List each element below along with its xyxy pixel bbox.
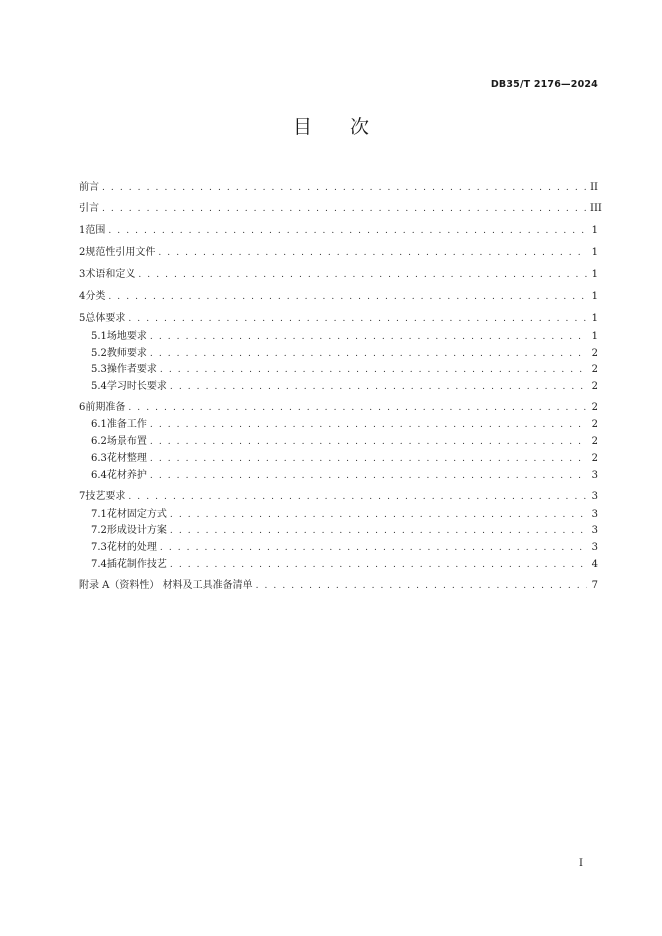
toc-dot-leader (128, 489, 587, 505)
toc-entry-number: 5.3 (91, 364, 107, 375)
toc-dot-leader (170, 523, 587, 539)
toc-entry-label: 术语和定义 (85, 269, 136, 280)
toc-dot-leader (160, 540, 587, 556)
toc-entry[interactable] (79, 311, 598, 327)
toc-dot-leader (170, 507, 587, 523)
toc-entry-page: 2 (591, 436, 598, 447)
toc-entry-label: 插花制作技艺 (106, 559, 167, 570)
toc-entry-page: 2 (591, 364, 598, 375)
toc-entry-number: 6.2 (91, 436, 107, 447)
toc-entry-number: 5.2 (91, 348, 107, 359)
toc-entry-label: 前期准备 (85, 402, 126, 413)
toc-entry[interactable] (79, 578, 598, 594)
toc-entry-label: 学习时长要求 (106, 381, 167, 392)
toc-entry-label: 分类 (85, 291, 106, 302)
toc-entry[interactable] (91, 523, 598, 539)
toc-entry-page: III (590, 203, 602, 214)
toc-entry-number: 7.3 (91, 542, 107, 553)
toc-entry-page: 2 (591, 419, 598, 430)
toc-entry-label: 准备工作 (106, 419, 147, 430)
toc-entry-label: 形成设计方案 (106, 525, 167, 536)
toc-dot-leader (150, 468, 587, 484)
toc-entry[interactable] (91, 451, 598, 467)
toc-entry-page: 1 (591, 313, 598, 324)
toc-entry-page: 3 (591, 470, 598, 481)
toc-entry-number: 5 (79, 313, 86, 324)
toc-entry-label: 操作者要求 (106, 364, 157, 375)
toc-entry[interactable] (79, 223, 598, 239)
toc-dot-leader (150, 329, 587, 345)
toc-entry-label: 花材的处理 (106, 542, 157, 553)
toc-entry-number: 6 (79, 402, 86, 413)
toc-dot-leader (138, 267, 587, 283)
toc-entry[interactable] (79, 180, 598, 196)
toc-entry[interactable] (79, 489, 598, 505)
footer-page-number: I (579, 858, 583, 869)
toc-dot-leader (160, 362, 587, 378)
toc-entry-page: 1 (591, 269, 598, 280)
toc-entry[interactable] (79, 267, 598, 283)
toc-dot-leader (170, 379, 587, 395)
toc-entry-label: 场景布置 (106, 436, 147, 447)
toc-entry-label: 总体要求 (85, 313, 126, 324)
document-code: DB35/T 2176—2024 (490, 79, 598, 90)
toc-entry-label: 花材整理 (106, 453, 147, 464)
toc-entry-number: 5.1 (91, 331, 107, 342)
toc-entry[interactable] (79, 289, 598, 305)
toc-entry-page: 1 (591, 331, 598, 342)
toc-entry-number: 3 (79, 269, 86, 280)
toc-dot-leader (108, 223, 587, 239)
toc-entry[interactable] (79, 201, 602, 217)
toc-entry-label: 技艺要求 (85, 491, 126, 502)
toc-entry-number: 7.2 (91, 525, 107, 536)
toc-entry-page: 1 (591, 291, 598, 302)
toc-dot-leader (102, 201, 587, 217)
toc-entry-number: 6.1 (91, 419, 107, 430)
toc-entry[interactable] (91, 468, 598, 484)
toc-entry-label: 规范性引用文件 (85, 247, 156, 258)
toc-entry[interactable] (91, 507, 598, 523)
toc-entry[interactable] (91, 346, 598, 362)
toc-entry-page: 3 (591, 542, 598, 553)
toc-entry-label: 引言 (79, 203, 99, 214)
toc-dot-leader (128, 311, 587, 327)
toc-entry[interactable] (91, 362, 598, 378)
toc-entry[interactable] (91, 379, 598, 395)
page-title: 目 次 (292, 116, 386, 138)
toc-entry-label: 花材养护 (106, 470, 147, 481)
toc-entry[interactable] (91, 417, 598, 433)
toc-entry-page: II (590, 182, 598, 193)
toc-entry-number: 6.3 (91, 453, 107, 464)
toc-dot-leader (108, 289, 587, 305)
toc-entry-page: 2 (591, 381, 598, 392)
toc-dot-leader (256, 578, 587, 594)
toc-entry-number: 7.1 (91, 509, 107, 520)
toc-entry-number: 7.4 (91, 559, 107, 570)
toc-entry-number: 1 (79, 225, 86, 236)
toc-entry-number: 4 (79, 291, 86, 302)
toc-dot-leader (158, 245, 587, 261)
toc-entry[interactable] (91, 434, 598, 450)
toc-entry-page: 2 (591, 348, 598, 359)
toc-entry-label: 范围 (85, 225, 106, 236)
toc-dot-leader (150, 417, 587, 433)
toc-entry[interactable] (79, 245, 598, 261)
toc-dot-leader (150, 346, 587, 362)
toc-dot-leader (150, 434, 587, 450)
toc-entry-number: 5.4 (91, 381, 107, 392)
toc-entry-label: 附录 A（资料性） 材料及工具准备清单 (79, 580, 253, 591)
toc-entry-number: 6.4 (91, 470, 107, 481)
toc-entry-page: 1 (591, 225, 598, 236)
toc-entry[interactable] (91, 329, 598, 345)
toc-entry-number: 7 (79, 491, 86, 502)
toc-entry-label: 场地要求 (106, 331, 147, 342)
toc-entry[interactable] (79, 400, 598, 416)
toc-dot-leader (170, 557, 587, 573)
toc-entry-page: 7 (591, 580, 598, 591)
toc-entry-page: 3 (591, 491, 598, 502)
toc-dot-leader (102, 180, 587, 196)
toc-entry-label: 前言 (79, 182, 99, 193)
toc-dot-leader (128, 400, 587, 416)
toc-dot-leader (150, 451, 587, 467)
toc-entry-page: 3 (591, 525, 598, 536)
toc-entry-label: 教师要求 (106, 348, 147, 359)
toc-entry-page: 3 (591, 509, 598, 520)
toc-entry-number: 2 (79, 247, 86, 258)
toc-entry-page: 2 (591, 402, 598, 413)
toc-entry-label: 花材固定方式 (106, 509, 167, 520)
toc-entry[interactable] (91, 557, 598, 573)
toc-entry-page: 4 (591, 559, 598, 570)
toc-entry[interactable] (91, 540, 598, 556)
toc-entry-page: 1 (591, 247, 598, 258)
toc-entry-page: 2 (591, 453, 598, 464)
